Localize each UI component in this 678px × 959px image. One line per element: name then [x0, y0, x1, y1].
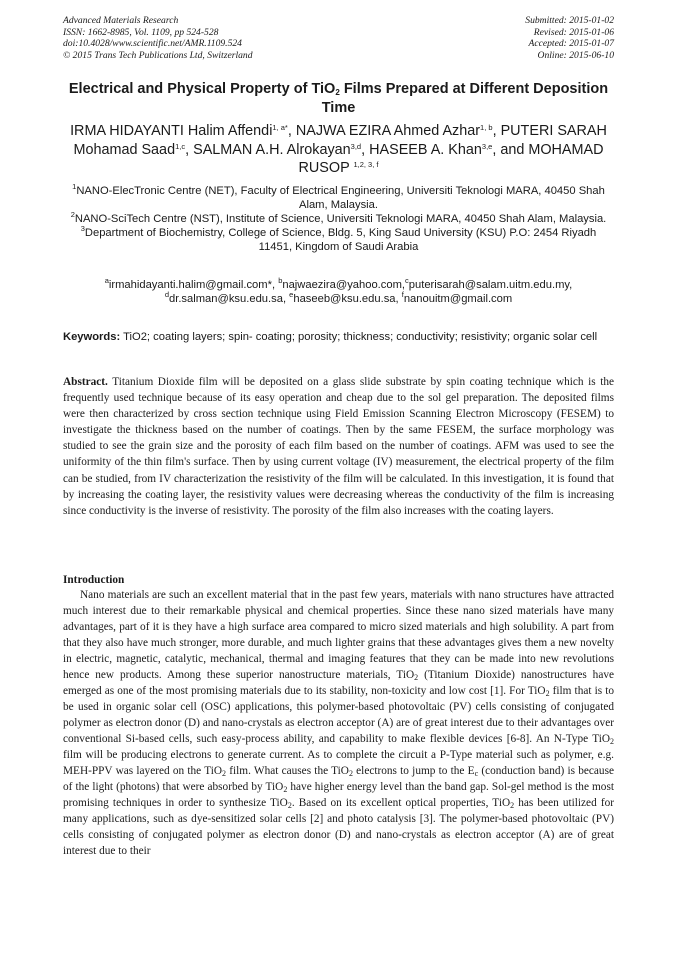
- intro-text: Nano materials are such an excellent material that in the past few years, materials with nano structures have attracted much interest due to their remarkable physical and chemical properties. Since these nano sized materials have many advantages, part of it is they have a high surface area compared to micro sized materials and high solubility. A part from that they also have much stronger, more durable, and much lighter grains that these advantages gives them a new novelty in electric, magnetic, catalytic, mechanical, thermal and imaging features that they can be made into new revolutions hence new products. Among these superior nanostructure materials, TiO: [63, 589, 614, 681]
- author-affiliation-marker: 1,2, 3, f: [353, 160, 379, 169]
- email-marker: d: [164, 290, 169, 299]
- intro-text: has been utilized for many applications, such as dye-sensitized solar cells [2] and photo catalysis [3]. The polymer-based photovoltaic (PV) cells consisting of conjugated polymer as electron donor (D) and nano-crystals as electron acceptor (A) are of great interest due to their: [63, 797, 614, 857]
- intro-text: film. What causes the TiO: [226, 765, 349, 777]
- introduction-body: [63, 587, 614, 859]
- affiliation-number: 3: [80, 224, 85, 233]
- email-marker: c: [405, 276, 409, 285]
- subscript: 2: [545, 689, 550, 698]
- email-marker: b: [278, 276, 283, 285]
- author-separator: , and: [492, 141, 529, 158]
- author-affiliation-marker: 3,d: [350, 141, 362, 151]
- intro-text: film will be producing electrons to generate current. As to complete the circuit a P-Type material such as polymer, e.g. MEH-PPV was layered on the TiO: [63, 749, 614, 777]
- email-marker: a: [104, 276, 109, 285]
- email-address: nanouitm@gmail.com: [403, 293, 513, 305]
- author-name: IRMA HIDAYANTI Halim Affendi: [70, 123, 273, 139]
- affiliation-number: 1: [72, 182, 77, 191]
- title-subscript: 2: [335, 88, 340, 97]
- email-line-1: [63, 278, 614, 292]
- email-marker: f: [401, 290, 404, 299]
- author-affiliation-marker: 1,c: [175, 141, 186, 151]
- subscript: 2: [510, 801, 515, 810]
- affiliation-list: [63, 184, 614, 254]
- author-separator: ,: [185, 141, 194, 158]
- author-affiliation-marker: 1, a*: [272, 123, 288, 132]
- keywords-block: [63, 330, 614, 344]
- title-part-1: Electrical and Physical Property of TiO: [68, 81, 336, 97]
- introduction-heading: Introduction: [63, 574, 125, 586]
- author-name: SALMAN A.H. Alrokayan: [193, 141, 351, 158]
- journal-name: Advanced Materials Research: [63, 15, 179, 26]
- author-name: NAJWA EZIRA Ahmed Azhar: [295, 123, 481, 139]
- abstract-text: Titanium Dioxide film will be deposited on a glass slide substrate by spin coating technique which is the frequently used technique because of its easy operation and cheap due to the sol gel preparation. The deposited films were then characterized by cross section technique using Field Emission Scanning Electron Microscopy (FESEM) to investigate the thickness based on the number of coatings. Then by the same FESEM, the surface morphology was studied to see the grain size and the porosity of each film based on the number of coatings. AFM was used to see the uniformity of the thin film's surface. Then by using current voltage (IV) measurement, the electrical property of the film can be studied, from IV characterization the resistivity of the film will be calculated. In this investigation, it is found that by increasing the coating layer, the resistivity values were decreasing whereas the conductivity of the film is increasing since conductivity is the inverse of resistivity. The porosity of the film also increases with the coating layers.: [63, 376, 614, 517]
- author-name: PUTERI SARAH Mohamad Saad: [73, 123, 607, 158]
- email-list: [63, 278, 614, 306]
- author-affiliation-marker: 1, b: [480, 123, 493, 132]
- subscript: 2: [283, 785, 288, 794]
- title-part-2: Films Prepared at Different Deposition Time: [321, 81, 609, 116]
- author-affiliation-marker: 3,e: [481, 141, 493, 151]
- online-date: Online: 2015-06-10: [537, 49, 614, 61]
- intro-text: (conduction band) is because of the light (photons) that were absorbed by TiO: [63, 765, 614, 793]
- copyright-line: © 2015 Trans Tech Publications Ltd, Switzerland: [63, 49, 253, 61]
- subscript: 2: [414, 673, 419, 682]
- subscript: 2: [222, 769, 227, 778]
- email-line-2: [63, 292, 614, 306]
- intro-text: . Based on its excellent optical properties, TiO: [291, 797, 511, 809]
- email-address: najwaezira@yahoo.com,: [282, 279, 406, 291]
- author-separator: ,: [361, 141, 370, 158]
- affiliation-number: 2: [70, 210, 75, 219]
- email-address: puterisarah@salam.uitm.edu.my,: [408, 279, 573, 291]
- subscript: 2: [348, 769, 353, 778]
- email-address: dr.salman@ksu.edu.sa,: [168, 293, 290, 305]
- author-list: [63, 122, 614, 178]
- author-name: HASEEB A. Khan: [369, 141, 482, 158]
- affiliation: [63, 226, 614, 254]
- accepted-date: Accepted: 2015-01-07: [528, 38, 614, 49]
- paper-title: [63, 80, 614, 118]
- author-separator: ,: [287, 123, 296, 139]
- subscript: 2: [287, 801, 292, 810]
- subscript: c: [474, 769, 479, 778]
- intro-text: have higher energy level than the band gap. Sol-gel method is the most promising techniques in order to synthesize TiO: [63, 781, 614, 809]
- affiliation-text: Department of Biochemistry, College of Science, Bldg. 5, King Saud University (KSU) P.O: 2454 Riyadh 11451, Kingdom of Saudi Arabia: [84, 227, 597, 253]
- keywords-text: TiO2; coating layers; spin- coating; porosity; thickness; conductivity; resistivity; organic solar cell: [120, 331, 598, 343]
- intro-text: electrons to jump to the E: [352, 765, 475, 777]
- doi-line: doi:10.4028/www.scientific.net/AMR.1109.524: [63, 38, 242, 49]
- journal-info: [63, 15, 253, 61]
- affiliation-text: NANO-SciTech Centre (NST), Institute of Science, Universiti Teknologi MARA, 40450 Shah Alam, Malaysia.: [74, 213, 607, 225]
- affiliation-text: NANO-ElecTronic Centre (NET), Faculty of Electrical Engineering, Universiti Teknologi MARA, 40450 Shah Alam, Malaysia.: [76, 185, 605, 211]
- affiliation: [63, 184, 614, 212]
- email-address: haseeb@ksu.edu.sa,: [293, 293, 402, 305]
- issn-line: ISSN: 1662-8985, Vol. 1109, pp 524-528: [63, 26, 219, 38]
- publication-dates: [525, 15, 614, 61]
- submitted-date: Submitted: 2015-01-02: [525, 15, 614, 26]
- author-name: MOHAMAD RUSOP: [298, 141, 604, 176]
- revised-date: Revised: 2015-01-06: [533, 26, 614, 38]
- author-separator: ,: [492, 123, 501, 139]
- email-address: irmahidayanti.halim@gmail.com*,: [108, 279, 279, 291]
- subscript: 2: [610, 737, 614, 746]
- keywords-label: Keywords:: [63, 331, 121, 343]
- abstract-label: Abstract.: [63, 376, 108, 388]
- email-marker: e: [289, 290, 294, 299]
- abstract-block: [63, 374, 614, 519]
- affiliation: [63, 212, 614, 226]
- intro-text: film that is to be used in organic solar cell (OSC) applications, this polymer-based photovoltaic (PV) cells consisting of conjugated polymer as electron donor (D) and nano-crystals as electron acceptor (A) are of great interest due to their advantages over conventional Si-based cells, such easy-process ability, and capability to make flexible devices [6-8]. An N-Type TiO: [63, 685, 614, 745]
- intro-text: (Titanium Dioxide) nanostructures have emerged as one of the most promising materials due to its stability, non-toxicity and low cost [1]. For TiO: [63, 669, 614, 697]
